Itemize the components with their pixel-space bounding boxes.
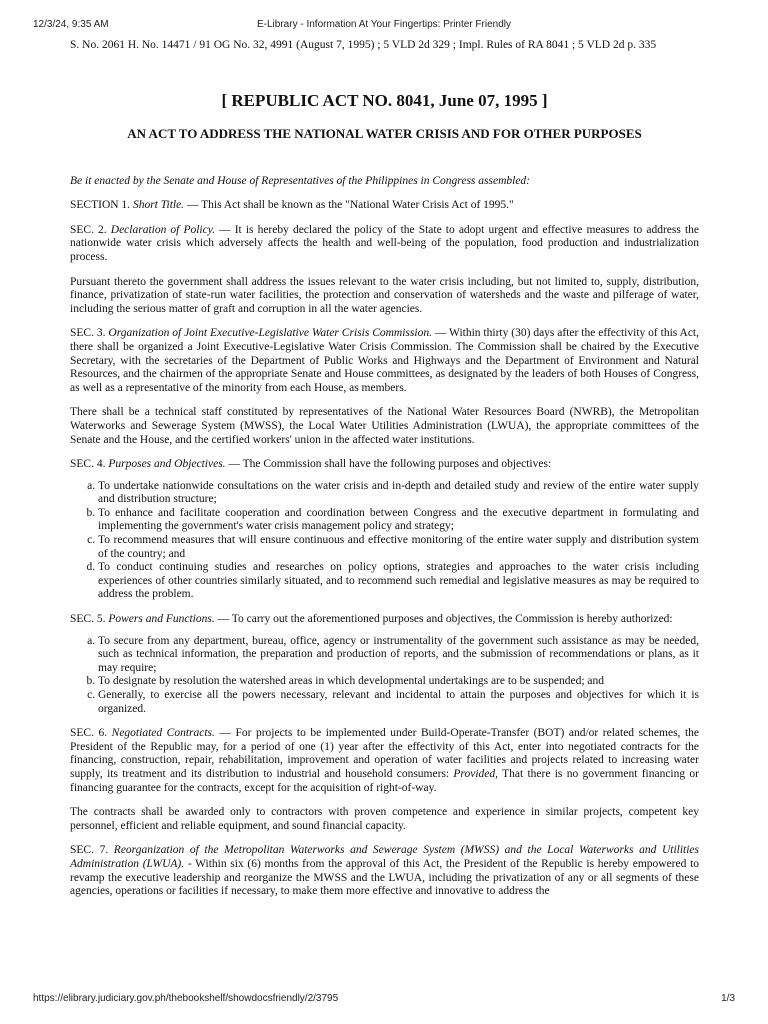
print-header xyxy=(33,19,735,33)
section-label: SEC. 6. xyxy=(70,727,112,740)
section-heading: Negotiated Contracts. xyxy=(111,727,215,740)
list-item: c. Generally, to exercise all the powers necessary, relevant and incidental to attain the purposes and objectives for which it is organized. xyxy=(98,689,699,716)
print-datetime: 12/3/24, 9:35 AM xyxy=(33,19,109,30)
document-body xyxy=(70,39,699,899)
section-7 xyxy=(70,844,699,898)
section-6 xyxy=(70,727,699,795)
section-label: SEC. 4. xyxy=(70,458,109,471)
act-title: [ REPUBLIC ACT NO. 8041, June 07, 1995 ] xyxy=(221,90,548,110)
section-heading: Powers and Functions. xyxy=(108,613,215,626)
section-heading: Organization of Joint Executive-Legislative Water Crisis Commission. xyxy=(108,327,432,340)
section-1 xyxy=(70,199,699,213)
section-3 xyxy=(70,327,699,395)
section-5 xyxy=(70,613,699,627)
section-heading: Short Title. xyxy=(132,199,185,212)
section-heading: Declaration of Policy. xyxy=(110,223,216,236)
list-item: b. To designate by resolution the watershed areas in which developmental undertakings are to be suspended; and xyxy=(98,675,699,689)
list-item: d. To conduct continuing studies and researches on policy options, strategies and approaches to the water crisis including experiences of other countries similarly situated, and to recommend such remedial and legislative measures as may be required to address the problem. xyxy=(98,561,699,602)
section-heading: Purposes and Objectives. xyxy=(108,458,226,471)
print-page-title: E-Library - Information At Your Fingertips: Printer Friendly xyxy=(257,19,511,30)
section-label: SEC. 5. xyxy=(70,613,109,626)
section-text: — The Commission shall have the following purposes and objectives: xyxy=(225,458,552,471)
print-footer xyxy=(33,993,735,1007)
section-6-paragraph-2: The contracts shall be awarded only to contractors with proven competence and experience in similar projects, competent key personnel, efficient and reliable equipment, and sound financial capacity. xyxy=(70,806,699,832)
section-4 xyxy=(70,458,699,472)
list-item: a. To secure from any department, bureau, office, agency or instrumentality of the government such assistance as may be needed, such as technical information, the preparation and production of reports, and the submission of recommendations or plans, as it may require; xyxy=(98,635,699,676)
section-label: SEC. 2. xyxy=(70,223,111,236)
section-text: — This Act shall be known as the "National Water Crisis Act of 1995." xyxy=(184,199,514,212)
section-5-list xyxy=(70,635,699,717)
section-text: - Within six (6) months from the approval of this Act, the President of the Republic is hereby empowered to revamp the executive leadership and reorganize the MWSS and the LWUA, including the privatization of any or all segments of these agencies, operations or facilities if necessary, to make them more effective and innovative to address the xyxy=(70,857,700,898)
list-item: a. To undertake nationwide consultations on the water crisis and in-depth and detailed study and review of the entire water supply and distribution structure; xyxy=(98,480,699,507)
act-subtitle: AN ACT TO ADDRESS THE NATIONAL WATER CRISIS AND FOR OTHER PURPOSES xyxy=(127,125,642,141)
section-label: SEC. 7. xyxy=(70,844,114,857)
section-2-paragraph-2: Pursuant thereto the government shall address the issues relevant to the water crisis including, but not limited to, supply, distribution, finance, privatization of state-run water facilities, the protection and conservation of watersheds and the waste and pilferage of water, including the serious matter of graft and corruption in all the water agencies. xyxy=(70,275,699,315)
page-url: https://elibrary.judiciary.gov.ph/thebookshelf/showdocsfriendly/2/3795 xyxy=(33,993,339,1004)
enacting-clause: Be it enacted by the Senate and House of Representatives of the Philippines in Congress assembled: xyxy=(70,174,531,187)
section-2 xyxy=(70,224,699,265)
proviso-word: Provided, xyxy=(453,767,499,780)
section-text: — It is hereby declared the policy of the State to adopt urgent and effective measures to address the nationwide water crisis which adversely affects the health and well-being of the population, food production and industrialization process. xyxy=(70,223,699,263)
section-4-list xyxy=(70,480,699,602)
section-text: — For projects to be implemented under Build-Operate-Transfer (BOT) and/or related schemes, the President of the Republic may, for a period of one (1) year after the effectivity of this Act, enter into negotiated contracts for the financing, construction, repair, rehabilitation, improvement and operation of water facilities and projects related to increasing water supply, its treatment and its distribution to industrial and household consumers: xyxy=(70,727,699,780)
section-label: SEC. 3. xyxy=(70,327,109,340)
document-citation: S. No. 2061 H. No. 14471 / 91 OG No. 32, 4991 (August 7, 1995) ; 5 VLD 2d 329 ; Impl. Rules of RA 8041 ; 5 VLD 2d p. 335 xyxy=(70,39,657,51)
list-item: b. To enhance and facilitate cooperation and coordination between Congress and the executive department in formulating and implementing the government's water crisis management policy and strategy; xyxy=(98,507,699,534)
section-label: SECTION 1. xyxy=(70,199,133,212)
list-item: c. To recommend measures that will ensure continuous and effective monitoring of the entire water supply and distribution system of the country; and xyxy=(98,534,699,561)
section-text-continued: That there is no government financing or financing guarantee for the contracts, except for the acquisition of right-of-way. xyxy=(70,767,699,794)
page-number: 1/3 xyxy=(721,993,735,1004)
section-text: — To carry out the aforementioned purposes and objectives, the Commission is hereby authorized: xyxy=(214,613,673,626)
section-heading: Reorganization of the Metropolitan Waterworks and Sewerage System (MWSS) and the Local Waterworks and Utilities Administration (LWUA). xyxy=(70,844,699,870)
section-3-paragraph-2: There shall be a technical staff constituted by representatives of the National Water Resources Board (NWRB), the Metropolitan Waterworks and Sewerage System (MWSS), the Local Water Utilities Administration (LWUA), the appropriate committees of the Senate and the House, and the certified workers' union in the affected water institutions. xyxy=(70,406,699,446)
section-text: — Within thirty (30) days after the effectivity of this Act, there shall be organized a Joint Executive-Legislative Water Crisis Commission. The Commission shall be chaired by the Executive Secretary, with the secretaries of the Department of Public Works and Highways and the Department of Environment and Natural Resources, and the chairmen of the appropriate Senate and House committees, as designated by the leaders of both Houses of Congress, as well as a representative of the minority from each House, as members. xyxy=(70,327,700,394)
